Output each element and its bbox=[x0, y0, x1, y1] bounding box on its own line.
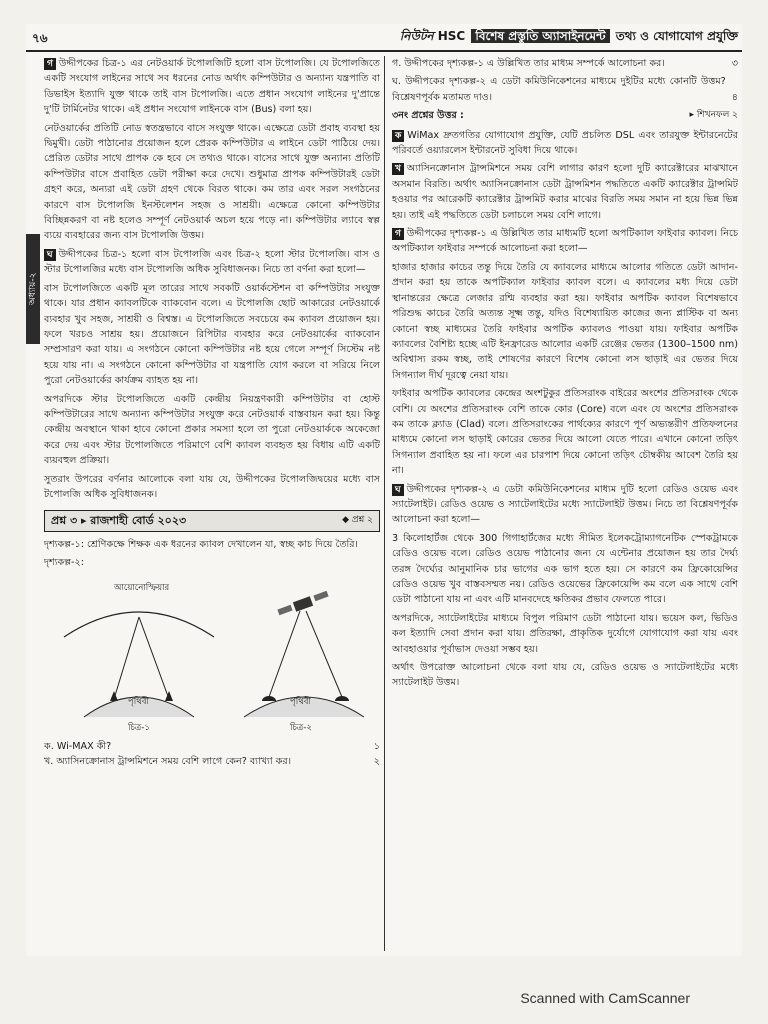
scenario-figures bbox=[44, 577, 380, 735]
tower-1-icon bbox=[110, 691, 118, 701]
column-divider bbox=[384, 56, 385, 951]
paragraph-text: উদ্দীপকের চিত্র-১ হলো বাস টপোলজি এবং চিত্র-২ হলো স্টার টপোলজি। বাস ও স্টার টপোলজির মধ্যে বাস টপোলজি অধিক সুবিধাজনক। নিচে তা বর্ণনা করা হলো— bbox=[44, 248, 380, 276]
paragraph: অপরদিকে, স্যাটেলাইটের মাধ্যমে বিপুল পরিমাণ ডেটা পাঠানো যায়। ভয়েস কল, ভিডিও কল ইত্যাদি সেবা প্রদান করা যায়। প্রতিরক্ষা, প্রাকৃতিক দুর্যোগে যোগাযোগ করা যায় এবং আবহাওয়ার পূর্বাভাস দেওয়া সম্ভব হয়। bbox=[392, 612, 738, 655]
sub-question-mark: ১ bbox=[373, 740, 380, 752]
subject-name: তথ্য ও যোগাযোগ প্রযুক্তি bbox=[615, 29, 738, 43]
solar-panel-right bbox=[313, 590, 328, 600]
paragraph: হাজার হাজার কাচের তন্তু দিয়ে তৈরি যে ক্যাবলের মাধ্যমে আলোর গতিতে ডেটা আদান-প্রদান করা হয় তাকে অপটিক্যাল ফাইবার ক্যাবল বলে। এ ক্যাবলের মধ্য দিয়ে ডেটা স্থানান্তরের ক্ষেত্রে লেজার রশ্মি ব্যবহার করা হয়। ফাইবার অপটিক ক্যাবল বিশেষভাবে পরিশুদ্ধ কাচের তৈরি অত্যন্ত সূক্ষ্ম তন্তু, যদিও বিশেষ্যায়িত কাজের জন্য প্লাস্টিক বা অন্য কোনো স্বচ্ছ মাধ্যমের তৈরি ফাইবার অপটিক ক্যাবলও পাওয়া যায়। ফাইবার অপটিক ক্যাবলের বৈশিষ্ট্য হচ্ছে এটি ইনফ্রারেড আলোর একটি রেঞ্জের ভেতর (1300–1500 nm) অবিশ্বাস্য রকম স্বচ্ছ, তাই শোষণের কারণে বিশেষ কোনো লস ছাড়াই এর ভেতর দিয়ে সিগন্যাল দীর্ঘ দূরত্বে নেয়া যায়। bbox=[392, 261, 738, 381]
sub-question-d bbox=[392, 74, 738, 105]
exam-name: HSC bbox=[437, 29, 466, 43]
earth-2-label: পৃথিবী bbox=[290, 696, 311, 707]
sub-question-label: খ. bbox=[44, 756, 54, 767]
uplink-ray bbox=[269, 611, 300, 697]
question-title: প্রশ্ন ৩ ▸ রাজশাহী বোর্ড ২০২৩ bbox=[51, 514, 187, 528]
dish-1-icon bbox=[262, 696, 276, 701]
answer-a bbox=[392, 128, 738, 159]
paragraph: সুতরাং উপরের বর্ণনার আলোকে বলা যায় যে, উদ্দীপকের টপোলজিদ্বয়ের মধ্যে বাস টপোলজি অধিক সুবিধাজনক। bbox=[44, 473, 380, 500]
answer-c-paragraph bbox=[44, 56, 380, 118]
learning-outcome-tag: ▸ শিখনফল ২ bbox=[689, 110, 738, 121]
answer-d-paragraph bbox=[44, 247, 380, 278]
figures-svg bbox=[44, 577, 380, 735]
answer-marker: গ bbox=[392, 228, 404, 240]
figure-2-caption: চিত্র-২ bbox=[290, 722, 312, 733]
assignment-badge: বিশেষ প্রস্তুতি অ্যাসাইনমেন্ট bbox=[471, 29, 609, 43]
page-header bbox=[26, 24, 742, 52]
solar-panel-left bbox=[277, 604, 292, 614]
answer-marker: গ bbox=[44, 58, 56, 70]
question-mark: ◆ প্রশ্ন ২ bbox=[342, 515, 373, 526]
paragraph: অপরদিকে স্টার টপোলজিতে একটি কেন্দ্রীয় নিয়ন্ত্রণকারী কম্পিউটার বা হোস্ট কম্পিউটারের সাথে অন্যান্য কম্পিউটার সংযুক্ত করে নেটওয়ার্ক বাস্তবায়ন করা হয়। কিন্তু কেন্দ্রীয় অবস্থানে থাকা হাবে কোনো প্রকার সমস্যা হলে তা পুরো নেটওয়ার্ককে অকেজো করে দেয় এবং স্টার টপোলজিতে পরিমাণে বেশি ক্যাবল ব্যবহৃত হয় বিধায় এটি একটি ব্যয়বহুল প্রক্রিয়া। bbox=[44, 393, 380, 467]
sub-question-mark: ৪ bbox=[731, 91, 738, 103]
scanner-watermark: Scanned with CamScanner bbox=[520, 990, 690, 1006]
paragraph-text: উদ্দীপকের চিত্র-১ এর নেটওয়ার্ক টপোলজিটি হলো বাস টপোলজি। যে টপোলজিতে একটি সংযোগ লাইনের সাথে সব ধরনের নোড অর্থাৎ কম্পিউটার ও অন্যান্য যন্ত্রপাতি বা ডিভাইস ইত্যাদি যুক্ত থাকে তাই বাস টপোলজি। এতে প্রধান সংযোগ লাইনের দু'প্রান্তে দু'টি টার্মিনেটর থাকে। এই প্রধান সংযোগ লাইনকে বাস (Bus) বলা হয়। bbox=[44, 58, 380, 116]
sub-question-mark: ৩ bbox=[731, 58, 738, 69]
paragraph: অর্থাৎ উপরোক্ত আলোচনা থেকে বলা যায় যে, রেডিও ওয়েভ ও স্যাটেলাইটের মধ্যে স্যাটেলাইট উত্তম। bbox=[392, 662, 738, 689]
scenario-1: দৃশ্যকল্প-১: শ্রেণিকক্ষে শিক্ষক এক ধরনের ক্যাবল দেখালেন যা, স্বচ্ছ কাচ দিয়ে তৈরি। bbox=[44, 538, 358, 550]
answer-c bbox=[392, 226, 738, 257]
paragraph-text: উদ্দীপকের দৃশ্যকল্প-২ এ ডেটা কমিউনিকেশনের মাধ্যম দুটি হলো রেডিও ওয়েভ এবং স্যাটেলাইট। রেডিও ওয়েভ ও স্যাটেলাইটের মধ্যে স্যাটেলাইট উত্তম। নিচে তা বিশ্লেষণপূর্বক আলোচনা করা হলো— bbox=[392, 483, 738, 526]
paragraph: ফাইবার অপটিক ক্যাবলের কেন্দ্রের অংশটুকুর প্রতিসরাংক বাইরের অংশের প্রতিসরাংক থেকে বেশি। যে অংশের প্রতিসরাংক বেশি তাকে কোর (Core) বলে এবং যে অংশের প্রতিসরাংক কম তাকে ক্ল্যাড (Clad) বলে। প্রতিসরাংকের পার্থক্যের কারণে পূর্ণ অভ্যন্তরীণ প্রতিফলনের মাধ্যমে কোনো লস ছাড়াই কোরের ভেতর দিয়ে আলো যেতে পারে। এখানে কোনো তড়িৎ সিগন্যাল প্রবাহিত হয় না। ফলে এর চারপাশ দিয়ে কোনো তড়িৎ চৌম্বকীয় আবেশ তৈরি হয় না। bbox=[392, 388, 738, 477]
radio-ray-up bbox=[114, 617, 139, 699]
sub-question-label: ক. bbox=[44, 740, 54, 752]
answer-heading bbox=[392, 108, 738, 123]
left-column bbox=[44, 56, 380, 769]
dish-2-icon bbox=[335, 696, 349, 701]
brand-name: নিউটন bbox=[399, 29, 434, 43]
radio-ray-down bbox=[139, 617, 169, 699]
paragraph: 3 কিলোহার্টজ থেকে 300 গিগাহার্টজের মধ্যে সীমিত ইলেকট্রোম্যাগনেটিক স্পেকট্রামকে রেডিও ওয়েভ বলে। রেডিও ওয়েভ পাঠানোর জন্য যে এন্টেনার প্রয়োজন হয় তার দৈর্ঘ্য তরঙ্গ দৈর্ঘ্যের আনুমানিক চার ভাগের এক ভাগ হতে হয়। সে কারণে কম ফ্রিকোয়েন্সির রেডিও ওয়েভ খুব বাস্তবসম্মত নয়। রেডিও ওয়েভের ফ্রিকোয়েন্সি কম বলে এক সাথে বেশি ডেটা পাঠানো যায় না এবং এটি মানবদেহে ক্ষতিকর প্রভাব ফেলতে পারে। bbox=[392, 532, 738, 606]
sub-question-text: ঘ. উদ্দীপকের দৃশ্যকল্প-২ এ ডেটা কমিউনিকেশনের মাধ্যমে দুইটির মধ্যে কোনটি উত্তম? বিশ্লেষণপূর্বক মতামত দাও। bbox=[392, 76, 726, 103]
answer-d bbox=[392, 482, 738, 528]
paragraph-text: উদ্দীপকের দৃশ্যকল্প-১ এ উল্লিখিত তার মাধ্যমটি হলো অপটিক্যাল ফাইবার ক্যাবল। নিচে অপটিক্যাল ফাইবার সম্পর্কে আলোচনা করা হলো— bbox=[392, 228, 738, 255]
paragraph-text: অ্যাসিনক্রোনাস ট্রান্সমিশনে সময় বেশি লাগার কারণ হলো দুটি ক্যারেক্টারের মাঝখানে অসমান বিরতি। অর্থাৎ অ্যাসিনক্রোনাস ডেটা ট্রান্সমিশন পদ্ধতিতে একটি ক্যারেক্টার ট্রান্সমিট হওয়ার পর আরেকটি ক্যারেক্টার ট্রান্সমিট করার মাঝের বিরতি সময় সমান না হয়ে ভিন্ন ভিন্ন হয়। তাই এই পদ্ধতিতে ডেটা চলাচলে সময় বেশি লাগে। bbox=[392, 163, 738, 221]
chapter-side-tab: অধ্যায়-২ bbox=[26, 234, 40, 344]
answer-title: ৩নং প্রশ্নের উত্তর : bbox=[392, 110, 464, 122]
question-header-bar bbox=[44, 510, 380, 531]
paragraph: বাস টপোলজিতে একটি মূল তারের সাথে সবকটি ওয়ার্কস্টেশন বা কম্পিউটার সংযুক্ত থাকে। যার প্রধান ক্যাবলটিকে ব্যাকবোন বলে। এ টপোলজি ছোট আকারের নেটওয়ার্কে ব্যবহার খুব সহজ, সাশ্রয়ী ও বিশ্বস্ত। এ টপোলজিতে সবচেয়ে কম ক্যাবল প্রয়োজন হয়। ফলে খরচও সাশ্রয় হয়। প্রয়োজনে রিপিটার ব্যবহার করে নেটওয়ার্কের ব্যাকবোন সম্প্রসারণ করা যায়। এ সংগঠনে কোনো কম্পিউটার নষ্ট হয়ে গেলে সম্পূর্ণ সিস্টেম নষ্ট হয়ে যায় না। এ সংগঠনে কোনো কম্পিউটার বা যন্ত্রপাতি যোগ করলে বা সরিয়ে নিলে পুরো নেটওয়ার্কের কার্যক্রম ব্যাহত হয় না। bbox=[44, 282, 380, 387]
satellite-icon bbox=[293, 596, 313, 612]
earth-1-label: পৃথিবী bbox=[128, 696, 149, 707]
sub-question-b bbox=[44, 754, 380, 769]
page-number: ৭৬ bbox=[32, 31, 48, 45]
textbook-page bbox=[26, 24, 742, 956]
downlink-ray bbox=[306, 611, 342, 697]
sub-question-a bbox=[44, 739, 380, 754]
scenario-2: দৃশ্যকল্প-২: bbox=[44, 557, 84, 569]
answer-marker: খ bbox=[392, 163, 404, 175]
ionosphere-arc bbox=[64, 612, 214, 637]
answer-marker: ঘ bbox=[44, 249, 56, 261]
running-head bbox=[400, 28, 738, 48]
answer-b bbox=[392, 161, 738, 223]
right-column bbox=[392, 56, 738, 694]
answer-marker: ক bbox=[392, 130, 404, 142]
sub-question-text: গ. উদ্দীপকের দৃশ্যকল্প-১ এ উল্লিখিত তার মাধ্যম সম্পর্কে আলোচনা কর। bbox=[392, 58, 665, 69]
sub-question-text: অ্যাসিনক্রোনাস ট্রান্সমিশনে সময় বেশি লাগে কেন? ব্যাখ্যা কর। bbox=[56, 756, 292, 767]
ionosphere-label: আয়োনোস্ফিয়ার bbox=[114, 582, 170, 593]
paragraph: নেটওয়ার্কের প্রতিটি নোড স্বতন্ত্রভাবে বাসে সংযুক্ত থাকে। এক্ষেত্রে ডেটা প্রবাহ ব্যবস্থা হয় দ্বিমুখী। ডেটা পাঠানোর প্রয়োজন হলে প্রেরক কম্পিউটার এ লাইনে ডেটা পাঠিয়ে দেয়। প্রেরিত ডেটার সাথে প্রাপক কে হবে সে তথ্যও থাকে। বাসের সাথে যুক্ত অন্যান্য প্রতিটি কম্পিউটার বাসে প্রবাহিত ডেটা পরীক্ষা করে দেখে। শুধুমাত্র প্রাপক কম্পিউটারই ডেটা গ্রহণ করে, অন্যরা এই ডেটা গ্রহণ থেকে বিরত থাকে। কম তার এবং সরল সংগঠনের কারণে বাস টপোলজি ইনস্টলেশন সহজ ও সাশ্রয়ী। এক্ষেত্রে কোনো কম্পিউটার বিচ্ছিন্নকরণ বা নষ্ট হলেও সম্পূর্ণ নেটওয়ার্ক অচল হয়ে পড়ে না। কম্পিউটার ল্যাবে স্বল্প ব্যয়ে ব্যবহারের জন্য বাস টপোলজি উত্তম। bbox=[44, 122, 380, 242]
sub-question-c bbox=[392, 56, 738, 71]
answer-marker: ঘ bbox=[392, 484, 404, 496]
sub-question-mark: ২ bbox=[373, 756, 380, 767]
paragraph-text: WiMax দ্রুতগতির যোগাযোগ প্রযুক্তি, যেটি প্রচলিত DSL এবং তারযুক্ত ইন্টারনেটের পরিবর্তে ওয়্যারলেস ইন্টারনেট সুবিধা দিয়ে থাকে। bbox=[392, 129, 738, 157]
figure-1-caption: চিত্র-১ bbox=[128, 722, 150, 733]
sub-question-text: Wi-MAX কী? bbox=[56, 740, 112, 752]
